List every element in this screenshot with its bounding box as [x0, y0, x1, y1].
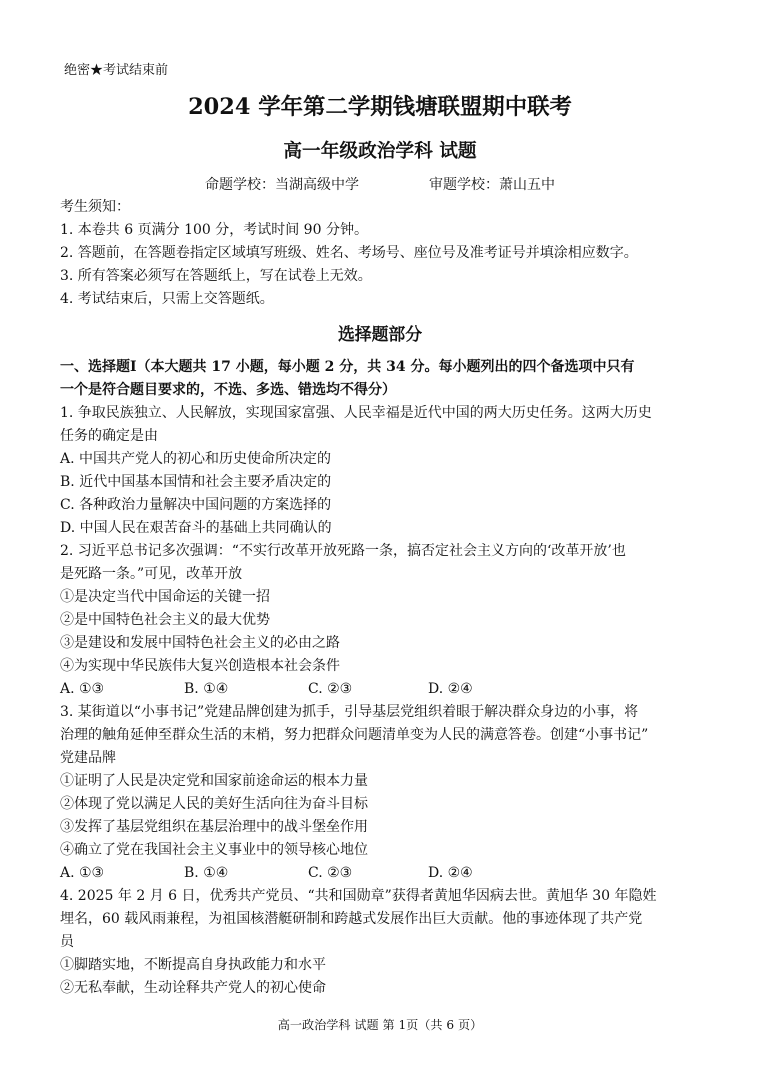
- answer-option: B. 近代中国基本国情和社会主要矛盾决定的: [60, 474, 332, 490]
- question-stem: 党建品牌: [60, 750, 116, 766]
- choice-b: B. ①④: [184, 865, 229, 881]
- notice-item: 3. 所有答案必须写在答题纸上，写在试卷上无效。: [60, 268, 372, 284]
- section-title: 选择题部分: [337, 324, 423, 344]
- answer-option: A. 中国共产党人的初心和历史使命所决定的: [60, 451, 332, 467]
- choice-d: D. ②④: [428, 865, 473, 881]
- question-stem: 治理的触角延伸至群众生活的末梢，努力把群众问题清单变为人民的满意答卷。创建“小事书记”: [60, 727, 649, 743]
- section-instruction: 一个是符合题目要求的，不选、多选、错选均不得分）: [60, 382, 396, 398]
- answer-option: D. 中国人民在艰苦奋斗的基础上共同确认的: [60, 520, 332, 536]
- exam-title: 2024 学年第二学期钱塘联盟期中联考: [188, 94, 572, 120]
- statement: ①证明了人民是决定党和国家前途命运的根本力量: [60, 773, 368, 789]
- page-footer: 高一政治学科 试题 第 1页（共 6 页）: [277, 1018, 483, 1032]
- exam-subtitle: 高一年级政治学科 试题: [283, 140, 477, 162]
- statement: ①脚踏实地，不断提高自身执政能力和水平: [60, 957, 326, 973]
- statement: ③发挥了基层党组织在基层治理中的战斗堡垒作用: [60, 819, 368, 835]
- notice-heading: 考生须知：: [60, 199, 130, 215]
- notice-item: 1. 本卷共 6 页满分 100 分，考试时间 90 分钟。: [60, 222, 368, 238]
- statement: ①是决定当代中国命运的关键一招: [60, 589, 270, 605]
- question-stem: 员: [60, 934, 74, 950]
- statement: ②是中国特色社会主义的最大优势: [60, 612, 270, 628]
- notice-item: 4. 考试结束后，只需上交答题纸。: [60, 291, 274, 307]
- choice-b: B. ①④: [184, 681, 229, 697]
- question-stem: 3. 某街道以“小事书记”党建品牌创建为抓手，引导基层党组织着眼于解决群众身边的小事，将: [60, 704, 639, 720]
- question-stem: 是死路一条。”可见，改革开放: [60, 566, 243, 582]
- statement: ④为实现中华民族伟大复兴创造根本社会条件: [60, 658, 340, 674]
- reviewer-school: 审题学校：萧山五中: [429, 177, 555, 193]
- statement: ②无私奉献，生动诠释共产党人的初心使命: [60, 980, 326, 996]
- choice-c: C. ②③: [308, 865, 353, 881]
- statement: ②体现了党以满足人民的美好生活向往为奋斗目标: [60, 796, 368, 812]
- choice-c: C. ②③: [308, 681, 353, 697]
- question-stem: 2. 习近平总书记多次强调：“不实行改革开放死路一条，搞否定社会主义方向的‘改革开放’也: [60, 543, 626, 559]
- statement: ③是建设和发展中国特色社会主义的必由之路: [60, 635, 340, 651]
- answer-option: C. 各种政治力量解决中国问题的方案选择的: [60, 497, 332, 513]
- notice-item: 2. 答题前，在答题卷指定区域填写班级、姓名、考场号、座位号及准考证号并填涂相应数字。: [60, 245, 638, 261]
- question-stem: 任务的确定是由: [60, 428, 158, 444]
- question-stem: 1. 争取民族独立、人民解放，实现国家富强、人民幸福是近代中国的两大历史任务。这两大历史: [60, 405, 652, 421]
- school-info: [0, 176, 760, 194]
- section-instruction: 一、选择题Ⅰ（本大题共 17 小题，每小题 2 分，共 34 分。每小题列出的四个备选项中只有: [60, 359, 635, 375]
- setter-school: 命题学校：当湖高级中学: [205, 177, 359, 193]
- question-stem: 埋名，60 载风雨兼程，为祖国核潜艇研制和跨越式发展作出巨大贡献。他的事迹体现了共产党: [60, 911, 643, 927]
- choice-a: A. ①③: [60, 865, 105, 881]
- choice-a: A. ①③: [60, 681, 105, 697]
- question-stem: 4. 2025 年 2 月 6 日，优秀共产党员、“共和国勋章”获得者黄旭华因病去世。黄旭华 30 年隐姓: [60, 888, 657, 904]
- confidential-mark: 绝密★考试结束前: [64, 63, 169, 78]
- choice-d: D. ②④: [428, 681, 473, 697]
- statement: ④确立了党在我国社会主义事业中的领导核心地位: [60, 842, 368, 858]
